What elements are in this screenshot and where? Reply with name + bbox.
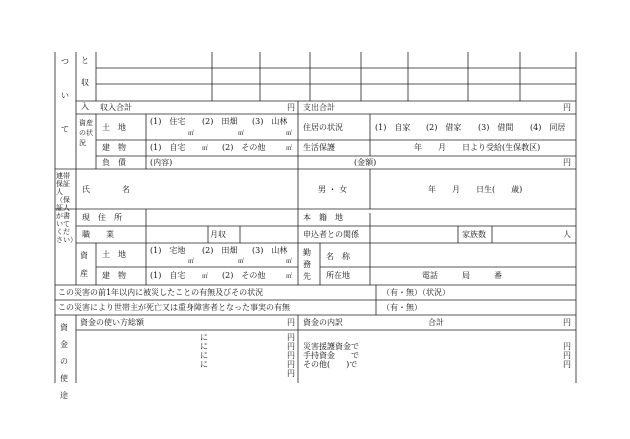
assets-debt-yen: 円 <box>563 158 571 167</box>
assets-land-opt-3: (3) 山林 <box>252 117 288 126</box>
assets-bldg-opt-1: (1) 自宅 <box>150 143 186 152</box>
guarantor-birth: 年 月 日生( 歳) <box>428 185 523 194</box>
guarantor-work-side: 勤務先 <box>303 248 311 281</box>
disaster-a2: （有・無） <box>382 303 422 312</box>
assets-land-label: 土 地 <box>102 123 126 132</box>
guarantor-phone: 電話 局 番 <box>422 271 502 280</box>
income-vert-nyu: 入 <box>81 102 89 111</box>
guarantor-side-label: 連帯保証人（保証人が書いてください） <box>56 172 77 244</box>
guarantor-work-name: 名 称 <box>326 252 350 261</box>
guarantor-name-label: 氏 名 <box>82 185 130 194</box>
guarantor-address-label: 現 住 所 <box>82 213 122 222</box>
guarantor-job-label: 職 業 <box>82 230 114 239</box>
funds-usage-yen-3: 円 <box>287 351 295 360</box>
disaster-a1: （有・無）（状況） <box>382 288 450 297</box>
funds-usage-yen-4: 円 <box>287 360 295 369</box>
income-vert-shu: 収 <box>81 78 89 87</box>
assets-land-opt-1: (1) 住宅 <box>150 117 186 126</box>
funds-breakdown-yen-3: 円 <box>563 360 571 369</box>
guarantor-bldg-m2-1: ㎡ <box>202 273 209 280</box>
guarantor-land-m2-1: ㎡ <box>188 258 195 265</box>
expense-total-label: 支出合計 <box>303 103 335 112</box>
housing-opt-3: (3) 借間 <box>478 123 514 132</box>
guarantor-land-m2-3: ㎡ <box>286 258 293 265</box>
guarantor-gender: 男 ・ 女 <box>318 185 348 194</box>
assets-debt-label: 負 債 <box>102 158 126 167</box>
left-vert-char-2: い <box>61 91 69 100</box>
income-total-label: 収入合計 <box>100 103 132 112</box>
housing-opt-4: (4) 同居 <box>530 123 566 132</box>
funds-total-label: 合計 <box>428 318 444 327</box>
housing-opt-1: (1) 自家 <box>375 123 411 132</box>
funds-usage-row-2: に <box>200 342 208 351</box>
guarantor-land-label: 土 地 <box>102 250 126 259</box>
funds-usage-yen-2: 円 <box>287 342 295 351</box>
disaster-q2: この災害により世帯主が死亡又は重身障害者となった事実の有無 <box>58 303 290 312</box>
guarantor-bldg-m2-2: ㎡ <box>286 273 293 280</box>
income-total-yen: 円 <box>287 103 295 112</box>
income-vert-to: と <box>81 56 89 65</box>
housing-label: 住居の状況 <box>303 123 343 132</box>
guarantor-person-unit: 人 <box>563 230 571 239</box>
funds-usage-row-1: に <box>200 333 208 342</box>
left-vert-char-1: つ <box>61 57 69 66</box>
funds-breakdown-yen-1: 円 <box>563 342 571 351</box>
funds-usage-yen-5: 円 <box>287 369 295 378</box>
welfare-value: 年 月 日より受給(生保教区) <box>414 143 541 152</box>
guarantor-land-m2-2: ㎡ <box>238 258 245 265</box>
disaster-q1: この災害の前1年以内に被災したことの有無及びその状況 <box>58 288 264 297</box>
guarantor-family-label: 家族数 <box>462 230 486 239</box>
guarantor-building-label: 建 物 <box>102 271 126 280</box>
funds-usage-yen-1: 円 <box>287 333 295 342</box>
funds-breakdown-row-1: 災害援護資金で <box>303 342 359 351</box>
funds-breakdown-row-3: その他( )で <box>303 360 358 369</box>
assets-land-m2-3: ㎡ <box>286 130 293 137</box>
funds-usage-yen: 円 <box>287 318 295 327</box>
assets-building-label: 建 物 <box>102 143 126 152</box>
assets-bldg-m2-2: ㎡ <box>286 145 293 152</box>
funds-breakdown-row-2: 手持資金 で <box>303 351 359 360</box>
left-vert-char-3: て <box>61 125 69 134</box>
guarantor-work-addr: 所在地 <box>326 271 350 280</box>
assets-bldg-opt-2: (2) その他 <box>222 143 266 152</box>
welfare-label: 生活保護 <box>303 143 335 152</box>
guarantor-land-opt-1: (1) 宅地 <box>150 246 186 255</box>
assets-land-opt-2: (2) 田畑 <box>202 117 238 126</box>
assets-side-label: 資産の状況 <box>79 119 93 147</box>
funds-usage-header: 資金の使い方総額 <box>80 318 144 327</box>
guarantor-monthly-label: 月収 <box>210 230 226 239</box>
guarantor-land-opt-2: (2) 田畑 <box>202 246 238 255</box>
guarantor-land-opt-3: (3) 山林 <box>252 246 288 255</box>
guarantor-bldg-opt-2: (2) その他 <box>222 271 266 280</box>
guarantor-relation-label: 申込者との関係 <box>303 230 359 239</box>
guarantor-honseki-label: 本 籍 地 <box>303 213 343 222</box>
funds-side-label: 資金の使途 <box>60 323 68 400</box>
guarantor-bldg-opt-1: (1) 自宅 <box>150 271 186 280</box>
funds-breakdown-yen-2: 円 <box>563 351 571 360</box>
assets-debt-content: (内容) <box>150 158 173 167</box>
funds-usage-row-3: に <box>200 351 208 360</box>
funds-usage-row-4: に <box>200 360 208 369</box>
expense-total-yen: 円 <box>563 103 571 112</box>
assets-debt-amount: (金額) <box>354 158 377 167</box>
funds-breakdown-header: 資金の内訳 <box>303 318 343 327</box>
guarantor-asset-side: 資 産 <box>80 251 96 278</box>
funds-total-yen: 円 <box>563 318 571 327</box>
assets-land-m2-1: ㎡ <box>188 130 195 137</box>
assets-bldg-m2-1: ㎡ <box>202 145 209 152</box>
housing-opt-2: (2) 借家 <box>426 123 462 132</box>
assets-land-m2-2: ㎡ <box>238 130 245 137</box>
